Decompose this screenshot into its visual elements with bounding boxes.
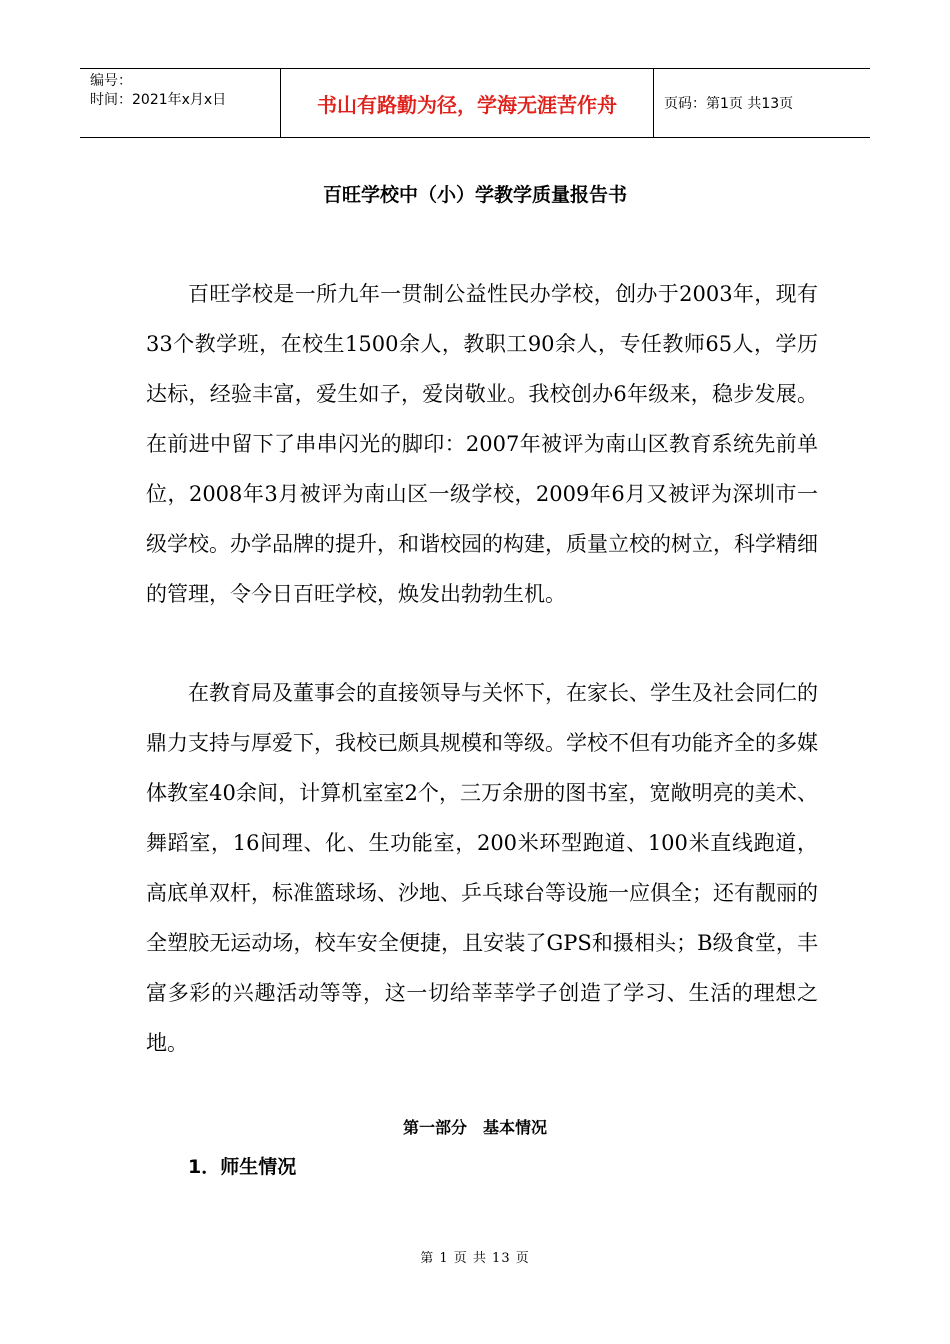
time-label: 时间：2021年x月x日 bbox=[90, 92, 227, 108]
section-title: 第一部分 基本情况 bbox=[402, 1118, 547, 1137]
page-footer: 第 1 页 共 13 页 bbox=[420, 1251, 530, 1266]
paragraph-intro: 百旺学校是一所九年一贯制公益性民办学校，创办于2003年，现有33个教学班，在校生1500余人，教职工90余人，专任教师65人，学历达标，经验丰富，爱生如子，爱岗敬业。我校创办6年级来，稳步发展。在前进中留下了串串闪光的脚印：2007年被评为南山区教育系统先前单位，2008年3月被评为南山区一级学校，2009年6月又被评为深圳市一级学校。办学品牌的提升，和谐校园的构建，质量立校的树立，科学精细的管理，令今日百旺学校，焕发出勃勃生机。 bbox=[146, 282, 818, 606]
document-title: 百旺学校中（小）学教学质量报告书 bbox=[322, 184, 627, 206]
header-meta bbox=[80, 69, 281, 137]
header-page-info: 页码：第1页 共13页 bbox=[664, 96, 794, 112]
header-table bbox=[80, 68, 870, 138]
paragraph-facilities: 在教育局及董事会的直接领导与关怀下，在家长、学生及社会同仁的鼎力支持与厚爱下，我校已颇具规模和等级。学校不但有功能齐全的多媒体教室40余间，计算机室室2个，三万余册的图书室，宽敞明亮的美术、舞蹈室，16间理、化、生功能室，200米环型跑道、100米直线跑道，高底单双杆，标准篮球场、沙地、乒乓球台等设施一应俱全；还有靓丽的全塑胶无运动场，校车安全便捷，且安装了GPS和摄相头；B级食堂，丰富多彩的兴趣活动等等，这一切给莘莘学子创造了学习、生活的理想之地。 bbox=[146, 681, 818, 1055]
header-motto: 书山有路勤为径，学海无涯苦作舟 bbox=[281, 69, 654, 137]
subsection-title: 1．师生情况 bbox=[188, 1156, 297, 1178]
number-label: 编号： bbox=[90, 73, 132, 89]
